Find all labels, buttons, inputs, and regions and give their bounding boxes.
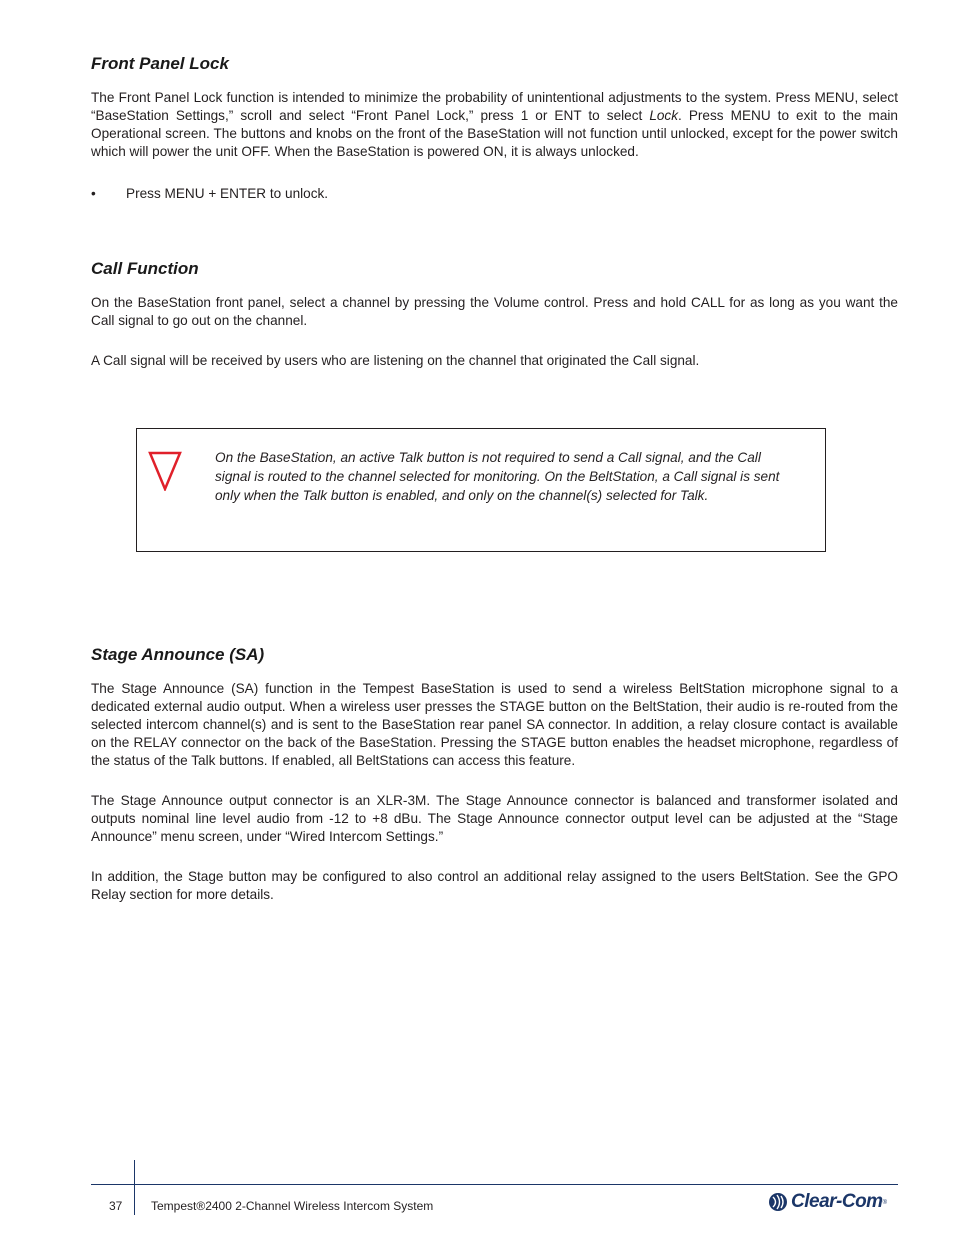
call-function-paragraph-2: A Call signal will be received by users who are listening on the channel that originated the Call signal. <box>91 353 700 368</box>
unlock-instruction: Press MENU + ENTER to unlock. <box>126 186 329 201</box>
stage-announce-paragraph-2: The Stage Announce output connector is an XLR-3M. The Stage Announce connector is balanced and transformer isolated and outputs nominal line level audio from -12 to +8 dBu. The Stage Announce connector output level can be adjusted at the “Stage Announce” menu screen, under “Wired Intercom Settings.” <box>91 793 898 844</box>
section-heading-stage-announce: Stage Announce (SA) <box>91 645 265 664</box>
logo-registered-mark: ® <box>882 1200 887 1206</box>
lock-emphasis: Lock <box>649 108 679 123</box>
page-number: 37 <box>109 1199 123 1213</box>
front-panel-lock-paragraph <box>91 89 898 161</box>
stage-announce-paragraph-1: The Stage Announce (SA) function in the Tempest BaseStation is used to send a wireless BeltStation microphone signal to a dedicated external audio output. When a wireless user presses the STAGE button on the BeltStation, their audio is re-routed from the selected intercom channel(s) and is sent to the BaseStation rear panel SA connector. In addition, a relay closure contact is available on the RELAY connector on the back of the BaseStation. Pressing the STAGE button enables the headset microphone, regardless of the status of the Talk buttons. If enabled, all BeltStations can access this feature. <box>91 681 898 768</box>
clear-com-globe-icon <box>768 1192 788 1212</box>
note-text: On the BaseStation, an active Talk button is not required to send a Call signal, and the Call signal is routed to the channel selected for monitoring. On the BeltStation, a Call signal is sent only when the Talk button is enabled, and only on the channel(s) selected for Talk. <box>215 450 780 503</box>
front-panel-lock-text-2: . Press MENU to exit to the main Operational screen. The buttons and knobs on the front of the BaseStation will not function until unlocked, except for the power switch which will power the unit OFF. When the BaseStation is powered ON, it is always unlocked. <box>91 108 898 159</box>
warning-triangle-icon <box>148 451 182 491</box>
logo-text: Clear-Com <box>791 1191 883 1212</box>
footer-divider <box>134 1160 135 1215</box>
call-function-paragraph-1: On the BaseStation front panel, select a channel by pressing the Volume control. Press and hold CALL for as long as you want the Call signal to go out on the channel. <box>91 295 898 328</box>
front-panel-lock-text-1: The Front Panel Lock function is intended to minimize the probability of unintentional adjustments to the system. Press MENU, select “BaseStation Settings,” scroll and select “Front Panel Lock,” press 1 or ENT to select <box>91 90 898 123</box>
footer-title: Tempest®2400 2-Channel Wireless Intercom System <box>151 1199 434 1213</box>
section-heading-front-panel-lock: Front Panel Lock <box>91 54 229 73</box>
clear-com-logo <box>768 1190 887 1214</box>
footer-rule <box>91 1184 898 1185</box>
section-heading-call-function: Call Function <box>91 259 199 278</box>
bullet-marker: • <box>91 186 96 201</box>
stage-announce-paragraph-3: In addition, the Stage button may be configured to also control an additional relay assigned to the users BeltStation. See the GPO Relay section for more details. <box>91 869 898 902</box>
note-box <box>136 428 826 552</box>
